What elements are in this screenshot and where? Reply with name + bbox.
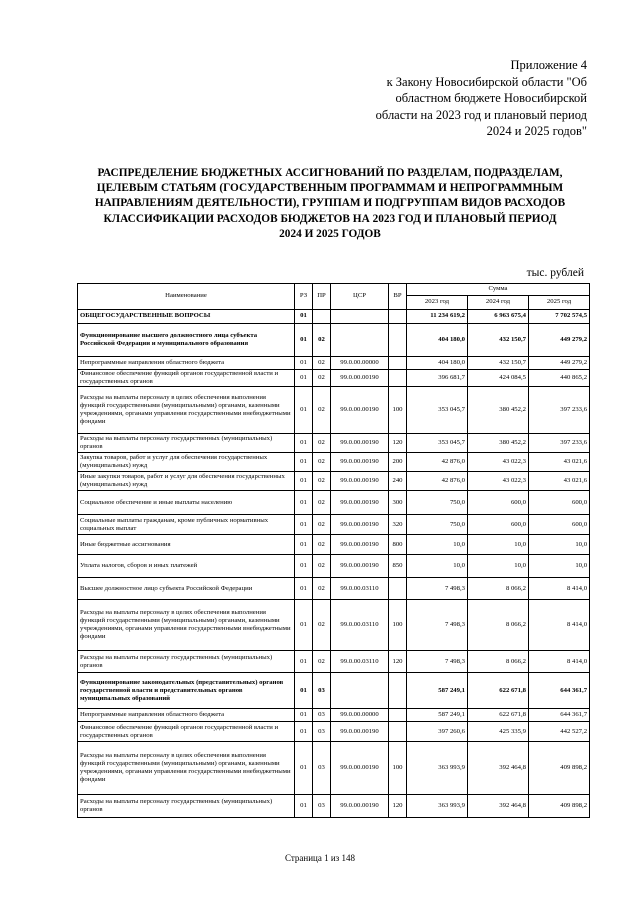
cell-csr: 99.0.00.00190: [331, 434, 389, 453]
cell-csr: 99.0.00.03110: [331, 651, 389, 673]
cell-y2023: 404 180,0: [407, 324, 468, 357]
cell-vr: 120: [389, 795, 407, 818]
cell-name: Расходы на выплаты персоналу в целях обеспечения выполнения функций государственными (муниципальными) органами, казенными учреждениями, органами управления государственными внебюджетными фондами: [78, 742, 295, 795]
cell-pr: 02: [313, 555, 331, 578]
cell-y2025: 43 021,6: [529, 453, 590, 472]
cell-csr: 99.0.00.00190: [331, 722, 389, 742]
cell-y2024: 6 963 675,4: [468, 310, 529, 324]
cell-csr: 99.0.00.00190: [331, 742, 389, 795]
cell-pr: [313, 310, 331, 324]
cell-vr: 850: [389, 555, 407, 578]
cell-pr: 03: [313, 709, 331, 722]
cell-y2024: 10,0: [468, 555, 529, 578]
cell-y2023: 363 993,9: [407, 795, 468, 818]
title-line: НАПРАВЛЕНИЯМ ДЕЯТЕЛЬНОСТИ), ГРУППАМ И ПОДГРУППАМ ВИДОВ РАСХОДОВ: [94, 197, 566, 210]
cell-y2023: 353 045,7: [407, 387, 468, 434]
table-row: [78, 453, 590, 472]
cell-rz: 01: [295, 453, 313, 472]
cell-y2025: 409 898,2: [529, 795, 590, 818]
table-row: [78, 472, 590, 491]
cell-csr: 99.0.00.03110: [331, 600, 389, 651]
table-row: [78, 324, 590, 357]
cell-y2023: 11 234 619,2: [407, 310, 468, 324]
cell-name: Расходы на выплаты персоналу в целях обеспечения выполнения функций государственными (муниципальными) органами, казенными учреждениями, органами управления государственными внебюджетными фондами: [78, 600, 295, 651]
cell-pr: 03: [313, 722, 331, 742]
header-name: Наименование: [78, 284, 295, 310]
cell-csr: 99.0.00.00190: [331, 387, 389, 434]
cell-y2025: 440 865,2: [529, 370, 590, 387]
cell-y2024: 43 022,3: [468, 472, 529, 491]
appendix-line: области на 2023 год и плановый период: [375, 107, 587, 122]
cell-y2023: 750,0: [407, 491, 468, 515]
table-row: [78, 742, 590, 795]
cell-y2023: 10,0: [407, 535, 468, 555]
cell-y2024: 10,0: [468, 535, 529, 555]
appendix-line: Приложение 4: [510, 58, 587, 72]
table-row: [78, 515, 590, 535]
cell-rz: 01: [295, 310, 313, 324]
cell-rz: 01: [295, 535, 313, 555]
header-vr: ВР: [389, 284, 407, 310]
cell-name: Социальное обеспечение и иные выплаты населению: [78, 491, 295, 515]
cell-rz: 01: [295, 324, 313, 357]
cell-csr: 99.0.00.00190: [331, 491, 389, 515]
cell-y2025: 600,0: [529, 491, 590, 515]
cell-vr: 800: [389, 535, 407, 555]
cell-rz: 01: [295, 357, 313, 370]
cell-pr: 02: [313, 651, 331, 673]
cell-vr: 300: [389, 491, 407, 515]
cell-y2024: 600,0: [468, 491, 529, 515]
cell-y2024: 380 452,2: [468, 387, 529, 434]
cell-rz: 01: [295, 555, 313, 578]
cell-rz: 01: [295, 472, 313, 491]
cell-pr: 02: [313, 453, 331, 472]
cell-name: Иные бюджетные ассигнования: [78, 535, 295, 555]
header-2025: 2025 год: [529, 296, 590, 310]
header-pr: ПР: [313, 284, 331, 310]
cell-name: Непрограммные направления областного бюджета: [78, 709, 295, 722]
cell-y2024: 8 066,2: [468, 578, 529, 600]
table-row: [78, 709, 590, 722]
table-row: [78, 578, 590, 600]
cell-y2023: 353 045,7: [407, 434, 468, 453]
cell-csr: 99.0.00.00190: [331, 453, 389, 472]
table-row: [78, 673, 590, 709]
cell-y2023: 7 498,3: [407, 600, 468, 651]
cell-pr: 03: [313, 742, 331, 795]
cell-y2025: 644 361,7: [529, 709, 590, 722]
cell-vr: [389, 578, 407, 600]
cell-csr: 99.0.00.00190: [331, 472, 389, 491]
cell-y2025: 449 279,2: [529, 357, 590, 370]
cell-pr: 02: [313, 535, 331, 555]
cell-vr: 100: [389, 742, 407, 795]
cell-y2025: 397 233,6: [529, 434, 590, 453]
cell-y2024: 8 066,2: [468, 651, 529, 673]
table-row: [78, 600, 590, 651]
cell-csr: 99.0.00.00190: [331, 555, 389, 578]
cell-rz: 01: [295, 795, 313, 818]
cell-y2023: 750,0: [407, 515, 468, 535]
cell-vr: [389, 324, 407, 357]
header-csr: ЦСР: [331, 284, 389, 310]
cell-vr: [389, 673, 407, 709]
cell-name: Расходы на выплаты персоналу в целях обеспечения выполнения функций государственными (муниципальными) органами, казенными учреждениями, органами управления государственными внебюджетными фондами: [78, 387, 295, 434]
cell-vr: [389, 310, 407, 324]
appendix-line: 2024 и 2025 годов": [486, 124, 587, 139]
cell-csr: 99.0.00.03110: [331, 578, 389, 600]
cell-name: Расходы на выплаты персоналу государственных (муниципальных) органов: [78, 795, 295, 818]
cell-rz: 01: [295, 578, 313, 600]
cell-rz: 01: [295, 491, 313, 515]
table-row: [78, 555, 590, 578]
cell-pr: 02: [313, 357, 331, 370]
cell-csr: 99.0.00.00000: [331, 357, 389, 370]
units-label: тыс. рублей: [526, 267, 584, 279]
cell-y2024: 392 464,8: [468, 742, 529, 795]
cell-name: Финансовое обеспечение функций органов государственной власти и государственных органов: [78, 722, 295, 742]
cell-y2023: 42 876,0: [407, 453, 468, 472]
cell-y2024: 432 150,7: [468, 324, 529, 357]
cell-vr: 100: [389, 600, 407, 651]
cell-y2025: 43 021,6: [529, 472, 590, 491]
table-row: [78, 387, 590, 434]
cell-pr: 02: [313, 387, 331, 434]
cell-y2025: 397 233,6: [529, 387, 590, 434]
cell-vr: [389, 722, 407, 742]
cell-csr: 99.0.00.00190: [331, 515, 389, 535]
appendix-note: [340, 57, 587, 140]
cell-y2025: 8 414,0: [529, 578, 590, 600]
cell-y2024: 43 022,3: [468, 453, 529, 472]
cell-name: Высшее должностное лицо субъекта Российской Федерации: [78, 578, 295, 600]
cell-pr: 02: [313, 472, 331, 491]
cell-y2023: 7 498,3: [407, 651, 468, 673]
cell-name: Расходы на выплаты персоналу государственных (муниципальных) органов: [78, 651, 295, 673]
cell-y2023: 42 876,0: [407, 472, 468, 491]
cell-name: Иные закупки товаров, работ и услуг для обеспечения государственных (муниципальных) нужд: [78, 472, 295, 491]
cell-y2024: 424 084,5: [468, 370, 529, 387]
title-line: КЛАССИФИКАЦИИ РАСХОДОВ БЮДЖЕТОВ НА 2023 ГОД И ПЛАНОВЫЙ ПЕРИОД: [103, 212, 557, 225]
cell-y2024: 392 464,8: [468, 795, 529, 818]
cell-name: Уплата налогов, сборов и иных платежей: [78, 555, 295, 578]
cell-y2023: 396 681,7: [407, 370, 468, 387]
cell-rz: 01: [295, 387, 313, 434]
table-row: [78, 795, 590, 818]
header-2023: 2023 год: [407, 296, 468, 310]
cell-name: ОБЩЕГОСУДАРСТВЕННЫЕ ВОПРОСЫ: [78, 310, 295, 324]
header-rz: РЗ: [295, 284, 313, 310]
cell-y2024: 380 452,2: [468, 434, 529, 453]
header-2024: 2024 год: [468, 296, 529, 310]
cell-y2023: 397 260,6: [407, 722, 468, 742]
cell-vr: 120: [389, 651, 407, 673]
budget-table: [77, 283, 590, 818]
cell-rz: 01: [295, 434, 313, 453]
cell-y2024: 600,0: [468, 515, 529, 535]
cell-csr: 99.0.00.00190: [331, 795, 389, 818]
table-row: [78, 310, 590, 324]
cell-y2025: 8 414,0: [529, 651, 590, 673]
cell-y2025: 8 414,0: [529, 600, 590, 651]
cell-csr: 99.0.00.00190: [331, 535, 389, 555]
cell-pr: 02: [313, 324, 331, 357]
cell-pr: 02: [313, 370, 331, 387]
cell-csr: 99.0.00.00190: [331, 370, 389, 387]
cell-csr: 99.0.00.00000: [331, 709, 389, 722]
cell-pr: 02: [313, 491, 331, 515]
cell-pr: 02: [313, 515, 331, 535]
cell-y2025: 442 527,2: [529, 722, 590, 742]
cell-name: Социальные выплаты гражданам, кроме публичных нормативных социальных выплат: [78, 515, 295, 535]
table-row: [78, 434, 590, 453]
cell-y2025: 7 702 574,5: [529, 310, 590, 324]
title-line: РАСПРЕДЕЛЕНИЕ БЮДЖЕТНЫХ АССИГНОВАНИЙ ПО РАЗДЕЛАМ, ПОДРАЗДЕЛАМ,: [97, 167, 563, 179]
cell-y2023: 404 180,0: [407, 357, 468, 370]
cell-y2024: 8 066,2: [468, 600, 529, 651]
title-line: 2024 И 2025 ГОДОВ: [279, 227, 381, 240]
cell-y2023: 7 498,3: [407, 578, 468, 600]
cell-y2023: 363 993,9: [407, 742, 468, 795]
cell-y2023: 587 249,1: [407, 709, 468, 722]
cell-y2024: 425 335,9: [468, 722, 529, 742]
document-title: [70, 166, 590, 242]
cell-y2024: 622 671,8: [468, 709, 529, 722]
cell-name: Закупка товаров, работ и услуг для обеспечения государственных (муниципальных) нужд: [78, 453, 295, 472]
table-row: [78, 722, 590, 742]
cell-y2025: 449 279,2: [529, 324, 590, 357]
cell-y2025: 10,0: [529, 555, 590, 578]
cell-rz: 01: [295, 709, 313, 722]
cell-pr: 03: [313, 673, 331, 709]
page-number: Страница 1 из 148: [285, 853, 355, 863]
cell-vr: 320: [389, 515, 407, 535]
cell-vr: 200: [389, 453, 407, 472]
appendix-line: областном бюджете Новосибирской: [395, 91, 587, 106]
cell-y2023: 10,0: [407, 555, 468, 578]
header-sum: Сумма: [407, 284, 590, 296]
cell-pr: 03: [313, 795, 331, 818]
cell-vr: [389, 357, 407, 370]
cell-name: Непрограммные направления областного бюджета: [78, 357, 295, 370]
cell-pr: 02: [313, 578, 331, 600]
cell-pr: 02: [313, 600, 331, 651]
cell-y2025: 600,0: [529, 515, 590, 535]
cell-rz: 01: [295, 370, 313, 387]
cell-rz: 01: [295, 742, 313, 795]
cell-vr: [389, 709, 407, 722]
cell-y2024: 432 150,7: [468, 357, 529, 370]
cell-name: Функционирование высшего должностного лица субъекта Российской Федерации и муниципального образования: [78, 324, 295, 357]
cell-name: Функционирование законодательных (представительных) органов государственной власти и представительных органов муниципальных образований: [78, 673, 295, 709]
cell-vr: 240: [389, 472, 407, 491]
table-row: [78, 491, 590, 515]
cell-rz: 01: [295, 673, 313, 709]
cell-vr: 100: [389, 387, 407, 434]
table-row: [78, 651, 590, 673]
cell-rz: 01: [295, 600, 313, 651]
title-line: ЦЕЛЕВЫМ СТАТЬЯМ (ГОСУДАРСТВЕННЫМ ПРОГРАММАМ И НЕПРОГРАММНЫМ: [96, 182, 564, 195]
budget-table-body: [78, 310, 590, 818]
cell-y2025: 409 898,2: [529, 742, 590, 795]
cell-rz: 01: [295, 515, 313, 535]
cell-rz: 01: [295, 722, 313, 742]
cell-csr: [331, 310, 389, 324]
cell-vr: 120: [389, 434, 407, 453]
cell-name: Финансовое обеспечение функций органов государственной власти и государственных органов: [78, 370, 295, 387]
cell-rz: 01: [295, 651, 313, 673]
table-row: [78, 357, 590, 370]
cell-vr: [389, 370, 407, 387]
table-row: [78, 370, 590, 387]
cell-csr: [331, 673, 389, 709]
cell-name: Расходы на выплаты персоналу государственных (муниципальных) органов: [78, 434, 295, 453]
cell-y2023: 587 249,1: [407, 673, 468, 709]
cell-pr: 02: [313, 434, 331, 453]
cell-csr: [331, 324, 389, 357]
cell-y2025: 644 361,7: [529, 673, 590, 709]
cell-y2024: 622 671,8: [468, 673, 529, 709]
cell-y2025: 10,0: [529, 535, 590, 555]
table-row: [78, 535, 590, 555]
appendix-line: к Закону Новосибирской области "Об: [386, 74, 587, 89]
